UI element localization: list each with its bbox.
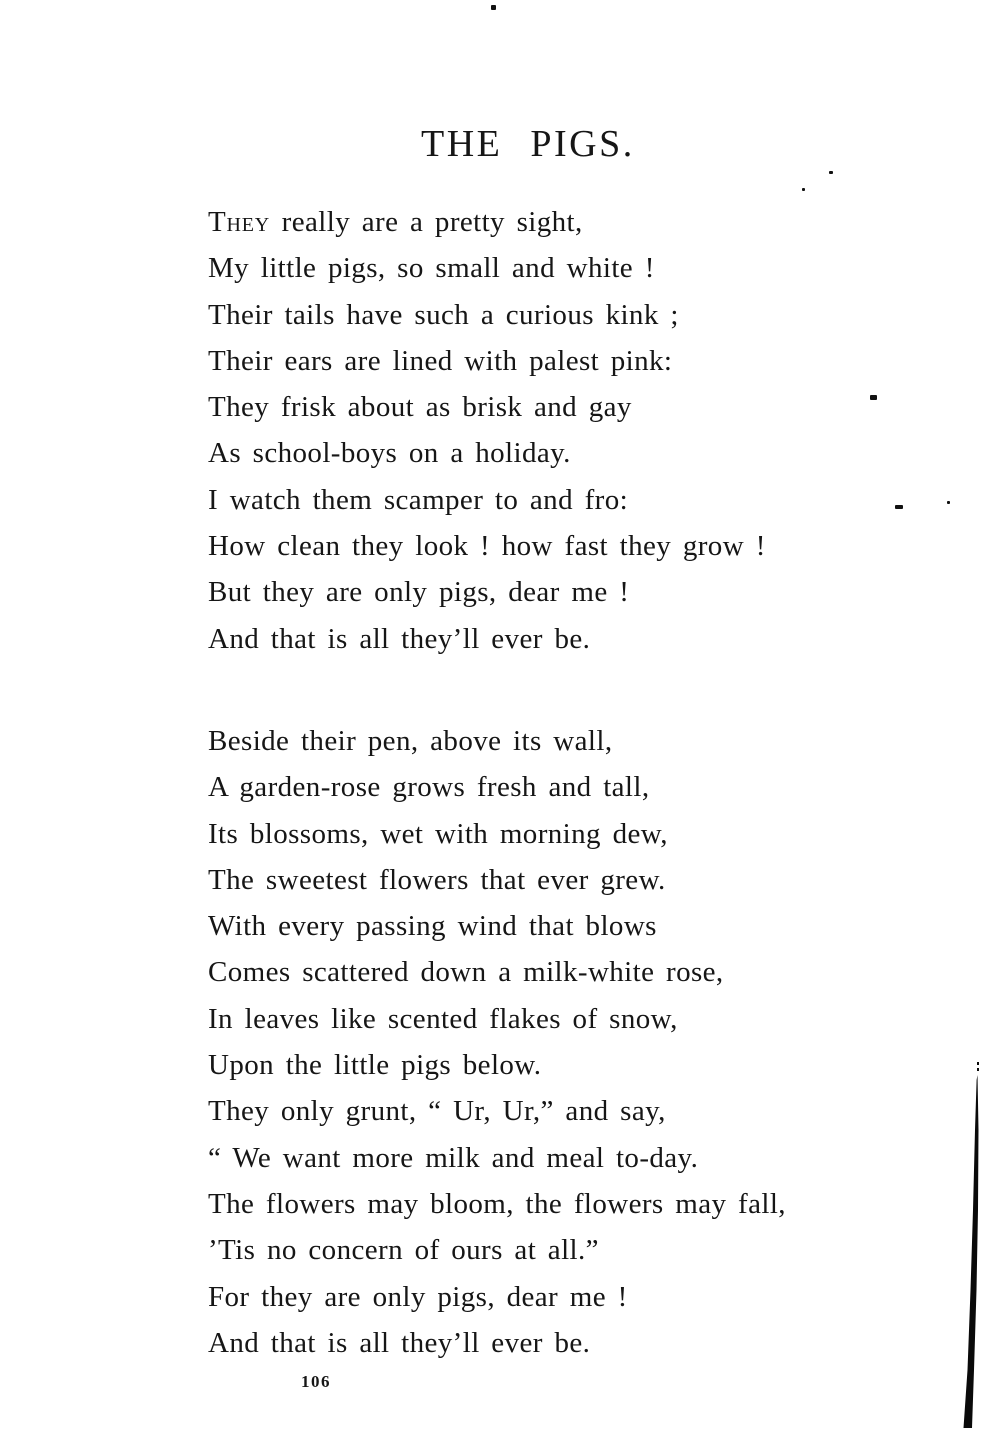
page-number: 106	[301, 1372, 331, 1391]
poem-line: And that is all they’ll ever be.	[208, 1326, 591, 1359]
poem-line: With every passing wind that blows	[208, 910, 657, 943]
poem-line: Upon the little pigs below.	[208, 1049, 542, 1082]
poem-line: Their ears are lined with palest pink:	[208, 344, 673, 377]
poem-line: The sweetest flowers that ever grew.	[208, 863, 666, 896]
poem-line: They frisk about as brisk and gay	[208, 391, 632, 424]
poem-line: For they are only pigs, dear me !	[208, 1280, 628, 1313]
poem-line: And that is all they’ll ever be.	[208, 622, 591, 655]
scan-speck	[947, 501, 950, 504]
poem-line: “ We want more milk and meal to-day.	[208, 1141, 699, 1174]
poem-line: But they are only pigs, dear me !	[208, 576, 630, 609]
poem-line: Their tails have such a curious kink ;	[208, 298, 679, 331]
scan-speck	[895, 505, 903, 509]
poem-line: As school-boys on a holiday.	[208, 437, 571, 470]
poem-title: THE PIGS.	[421, 123, 635, 165]
poem-line: My little pigs, so small and white !	[208, 252, 655, 285]
poem-line: In leaves like scented flakes of snow,	[208, 1002, 678, 1035]
scan-speck	[870, 395, 877, 400]
poem-line: ’Tis no concern of ours at all.”	[208, 1234, 599, 1267]
scan-speck	[829, 171, 833, 174]
scan-speck	[802, 188, 805, 191]
lead-word-small-caps: They	[208, 206, 271, 238]
poem-line: They only grunt, “ Ur, Ur,” and say,	[208, 1095, 666, 1128]
scan-speck	[491, 5, 496, 10]
stanza-1	[208, 199, 766, 662]
poem-line	[208, 199, 766, 245]
poem-line: Beside their pen, above its wall,	[208, 725, 613, 757]
poem-line: I watch them scamper to and fro:	[208, 483, 629, 516]
poem-line: Its blossoms, wet with morning dew,	[208, 817, 668, 850]
poem-line: A garden-rose grows fresh and tall,	[208, 771, 650, 804]
stanza-2	[208, 718, 786, 1366]
poem-line: The flowers may bloom, the flowers may fall,	[208, 1187, 786, 1220]
poem-line: How clean they look ! how fast they grow !	[208, 530, 766, 563]
poem-line: Comes scattered down a milk-white rose,	[208, 956, 724, 989]
poem-line-text: really are a pretty sight,	[270, 206, 583, 238]
